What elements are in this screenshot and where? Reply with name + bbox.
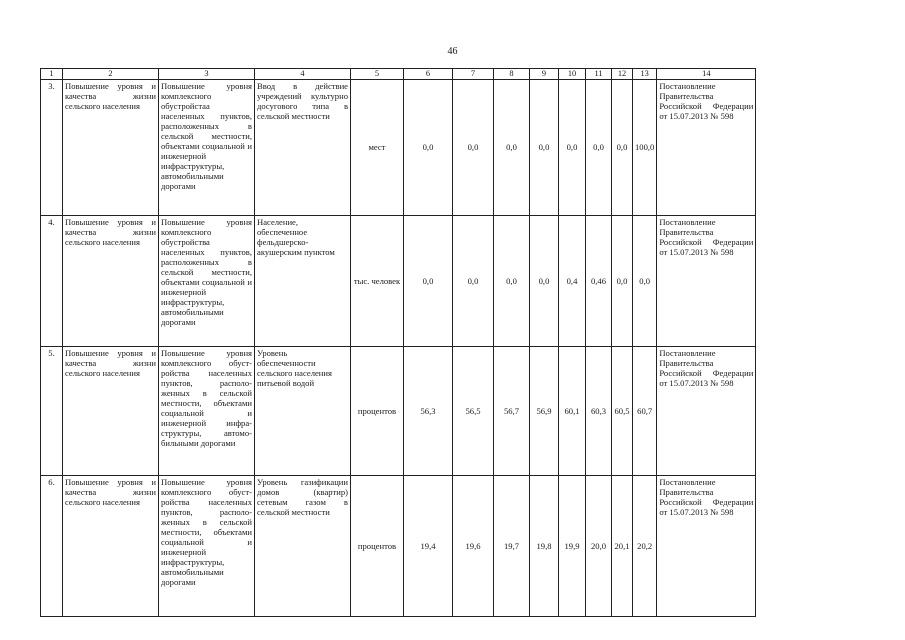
value-cell: 60,1 <box>559 346 586 475</box>
value-cell: 20,2 <box>633 475 657 616</box>
row-number: 5. <box>41 346 63 475</box>
table-row <box>41 346 756 475</box>
indicators-table <box>40 68 756 617</box>
value-cell: 19,8 <box>530 475 559 616</box>
basis-cell: Постановление Правительства Российской Федерации от 15.07.2013 № 598 <box>657 79 756 215</box>
column-number-row <box>41 69 756 80</box>
value-cell: 0,0 <box>559 79 586 215</box>
value-cell: 0,0 <box>404 79 453 215</box>
value-cell: 0,0 <box>494 79 530 215</box>
page-number: 46 <box>447 46 458 57</box>
value-cell: 0,0 <box>453 79 494 215</box>
goal-cell: Повышение уровня и качества жизни сельского населения <box>63 346 159 475</box>
value-cell: 0,4 <box>559 215 586 346</box>
indicator-cell: Уровень обеспеченности сельского населения питьевой водой <box>255 346 351 475</box>
column-number: 13 <box>633 69 657 80</box>
column-number: 14 <box>657 69 756 80</box>
table-row <box>41 475 756 616</box>
basis-cell: Постановление Правительства Российской Федерации от 15.07.2013 № 598 <box>657 475 756 616</box>
value-cell: 100,0 <box>633 79 657 215</box>
value-cell: 19,4 <box>404 475 453 616</box>
value-cell: 60,5 <box>612 346 633 475</box>
value-cell: 0,0 <box>633 215 657 346</box>
value-cell: 60,3 <box>586 346 612 475</box>
column-number: 8 <box>494 69 530 80</box>
column-number: 5 <box>351 69 404 80</box>
unit-cell: процентов <box>351 475 404 616</box>
goal-cell: Повышение уровня и качества жизни сельского населения <box>63 215 159 346</box>
value-cell: 60,7 <box>633 346 657 475</box>
value-cell: 19,9 <box>559 475 586 616</box>
column-number: 12 <box>612 69 633 80</box>
indicator-cell: Население, обеспеченное фельдшерско-акушерским пунктом <box>255 215 351 346</box>
value-cell: 56,5 <box>453 346 494 475</box>
basis-cell: Постановление Правительства Российской Федерации от 15.07.2013 № 598 <box>657 215 756 346</box>
value-cell: 20,1 <box>612 475 633 616</box>
value-cell: 56,3 <box>404 346 453 475</box>
value-cell: 0,0 <box>494 215 530 346</box>
goal-cell: Повышение уровня и качества жизни сельского населения <box>63 79 159 215</box>
indicator-cell: Уровень газификации домов (квартир) сетевым газом в сельской местности <box>255 475 351 616</box>
value-cell: 0,0 <box>612 215 633 346</box>
table-row <box>41 79 756 215</box>
column-number: 9 <box>530 69 559 80</box>
value-cell: 0,0 <box>612 79 633 215</box>
row-number: 4. <box>41 215 63 346</box>
task-cell: Повышение уровня комплексного обуст-ройства населенных пунктов, располо-женных в сельской местности, объектами социальной и инженерной инфра-структуры, автомо-бильными дорогами <box>159 346 255 475</box>
column-number: 7 <box>453 69 494 80</box>
indicator-cell: Ввод в действие учреждений культурно досугового типа в сельской местности <box>255 79 351 215</box>
value-cell: 0,46 <box>586 215 612 346</box>
table-row <box>41 215 756 346</box>
column-number: 10 <box>559 69 586 80</box>
value-cell: 19,7 <box>494 475 530 616</box>
column-number: 6 <box>404 69 453 80</box>
row-number: 3. <box>41 79 63 215</box>
column-number: 11 <box>586 69 612 80</box>
column-number: 1 <box>41 69 63 80</box>
value-cell: 0,0 <box>453 215 494 346</box>
unit-cell: мест <box>351 79 404 215</box>
value-cell: 56,7 <box>494 346 530 475</box>
unit-cell: процентов <box>351 346 404 475</box>
column-number: 2 <box>63 69 159 80</box>
value-cell: 56,9 <box>530 346 559 475</box>
task-cell: Повышение уровня комплексного обустройства населенных пунктов, расположенных в сельской местности, объектами социальной и инженерной инфраструктуры, автомобильными дорогами <box>159 215 255 346</box>
value-cell: 0,0 <box>530 79 559 215</box>
value-cell: 19,6 <box>453 475 494 616</box>
goal-cell: Повышение уровня и качества жизни сельского населения <box>63 475 159 616</box>
unit-cell: тыс. человек <box>351 215 404 346</box>
value-cell: 20,0 <box>586 475 612 616</box>
task-cell: Повышение уровня комплексного обустройстаа населенных пунктов, расположенных в сельской местности, объектами социальной и инженерной инфраструктуры, автомобильными дорогами <box>159 79 255 215</box>
value-cell: 0,0 <box>530 215 559 346</box>
basis-cell: Постановление Правительства Российской Федерации от 15.07.2013 № 598 <box>657 346 756 475</box>
value-cell: 0,0 <box>586 79 612 215</box>
column-number: 3 <box>159 69 255 80</box>
row-number: 6. <box>41 475 63 616</box>
value-cell: 0,0 <box>404 215 453 346</box>
task-cell: Повышение уровня комплексного обуст-ройства населенных пунктов, располо-женных в сельской местности, объектами социальной и инженерной инфраструктуры, автомобильными дорогами <box>159 475 255 616</box>
column-number: 4 <box>255 69 351 80</box>
